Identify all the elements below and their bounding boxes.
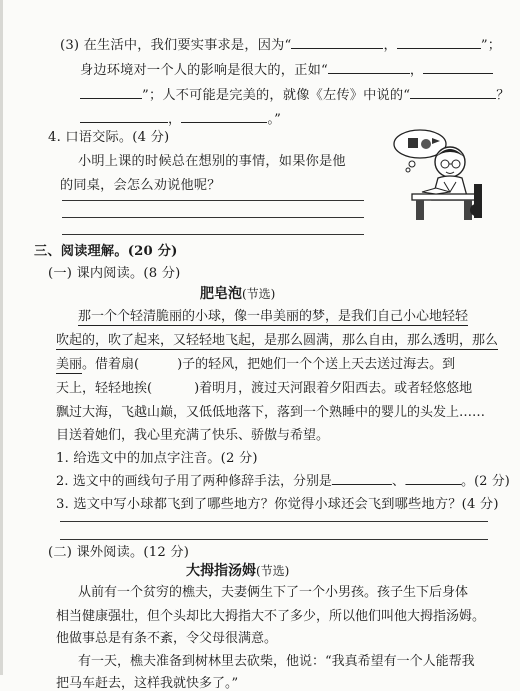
q3-line1 <box>60 34 501 53</box>
passage1-title: 肥皂泡 <box>200 286 242 302</box>
p1-question1: 1. 给选文中的加点字注音。(2 分) <box>56 451 258 466</box>
q4-title: 4. 口语交际。(4 分) <box>48 130 170 145</box>
separator: ， <box>168 112 182 127</box>
answer-blank[interactable] <box>80 86 142 99</box>
separator: ， <box>409 63 424 78</box>
page-edge-shadow <box>0 0 3 675</box>
q3-line3 <box>80 84 510 103</box>
passage2-line1: 从前有一个贫穷的樵夫，夫妻俩生下了一个小男孩。孩子生下后身体 <box>78 585 469 600</box>
q3-line4-end: 。” <box>267 112 282 127</box>
text: 。(2 分) <box>461 474 510 489</box>
text: 2. 选文中的画线句子用了两种修辞手法，分别是 <box>56 474 333 489</box>
q3-line1-text: (3) 在生活中，我们要实事求是，因为“ <box>60 38 292 53</box>
passage2-line4: 有一天，樵夫准备到树林里去砍柴，他说：“我真希望有一个人能帮我 <box>78 654 475 669</box>
q4-text-line2: 的同桌，会怎么劝说他呢？ <box>60 178 221 193</box>
answer-blank[interactable] <box>291 36 383 49</box>
q4-text-line1: 小明上课的时候总在想别的事情，如果你是他 <box>78 154 346 169</box>
answer-blank[interactable] <box>181 110 267 123</box>
text: 。借着扇( <box>82 357 140 372</box>
underlined-text: 美丽 <box>56 357 83 372</box>
answer-line[interactable] <box>60 521 488 522</box>
separator: ， <box>383 38 397 53</box>
answer-blank[interactable] <box>410 86 496 99</box>
q3-line2-text: 身边环境对一个人的影响是很大的，正如“ <box>80 63 328 78</box>
answer-blank[interactable] <box>332 472 392 485</box>
text: 天上，轻轻地挨( <box>56 381 153 396</box>
text: 、 <box>392 474 405 489</box>
answer-blank[interactable] <box>423 61 493 74</box>
passage2-line3: 他做事总是有条不紊，令父母很满意。 <box>56 631 278 646</box>
passage2-note: (节选) <box>256 564 290 578</box>
q3-line4 <box>80 108 281 127</box>
passage2-title: 大拇指汤姆 <box>186 563 256 579</box>
part2-heading: (二) 课外阅读。(12 分) <box>48 545 190 560</box>
passage1-note: (节选) <box>242 287 276 301</box>
q3-line3-end: ？ <box>496 88 510 103</box>
answer-line[interactable] <box>62 200 364 201</box>
student-daydreaming-illustration <box>372 126 490 222</box>
passage2-line5: 把马车赶去，这样我就快多了。” <box>56 676 239 691</box>
q3-line2 <box>80 59 493 78</box>
text: )子的轻风，把她们一个个送上天去送过海去。到 <box>177 357 456 372</box>
passage1-title-block <box>200 283 275 303</box>
q3-line3-text: ”；人不可能是完美的，就像《左传》中说的“ <box>142 88 411 103</box>
section3-heading: 三、阅读理解。(20 分) <box>34 244 178 259</box>
answer-line[interactable] <box>62 217 364 218</box>
answer-blank[interactable] <box>397 36 481 49</box>
p1-question3: 3. 选文中写小球都飞到了哪些地方？你觉得小球还会飞到哪些地方？(4 分) <box>56 497 499 512</box>
p1-question2 <box>56 470 510 489</box>
passage1-line3 <box>56 353 455 372</box>
answer-blank[interactable] <box>80 110 168 123</box>
passage1-line1: 那一个个轻清脆丽的小球，像一串美丽的梦，是我们自己小心地轻轻 <box>78 305 468 326</box>
q3-line1-end: ”； <box>480 38 502 53</box>
passage2-title-block <box>186 560 289 580</box>
passage2-line2: 相当健康强壮，但个头却比大拇指大不了多少，所以他们叫他大拇指汤姆。 <box>56 609 486 624</box>
passage1-line2: 吹起的，吹了起来，又轻轻地飞起，是那么圆满，那么自由，那么透明，那么 <box>56 329 498 350</box>
passage1-line6: 目送着她们，我心里充满了快乐、骄傲与希望。 <box>56 428 330 443</box>
answer-line[interactable] <box>60 539 488 540</box>
part1-heading: (一) 课内阅读。(8 分) <box>48 266 181 281</box>
passage1-line5: 飘过大海，飞越山巅，又低低地落下，落到一个熟睡中的婴儿的头发上…… <box>56 405 486 420</box>
answer-blank[interactable] <box>328 61 410 74</box>
answer-line[interactable] <box>62 234 364 235</box>
text: )着明月，渡过天河跟着夕阳西去。或者轻悠悠地 <box>194 381 473 396</box>
passage1-line4 <box>56 377 472 396</box>
answer-blank[interactable] <box>405 472 461 485</box>
